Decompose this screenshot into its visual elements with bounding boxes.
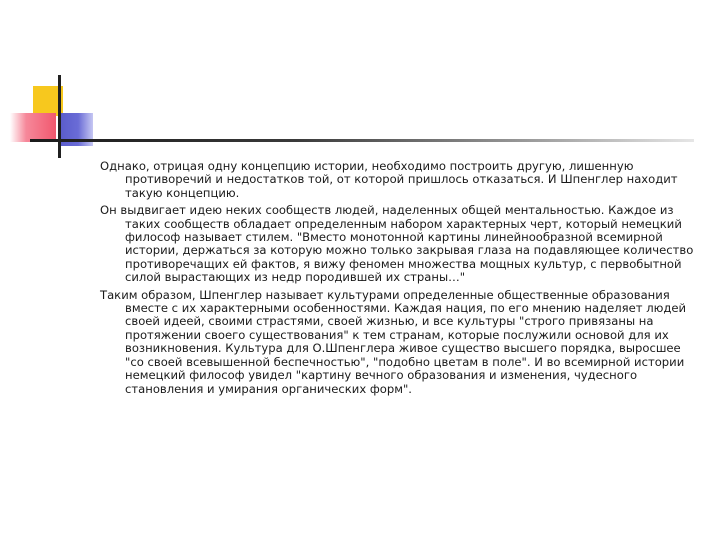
decorative-horizontal-rule xyxy=(30,139,694,142)
decorative-vertical-line xyxy=(58,75,61,158)
slide-body-text xyxy=(100,160,694,400)
paragraph-3: Таким образом, Шпенглер называет культурами определенные общественные образования вместе с их характерными особенностями. Каждая нация, по его мнению наделяет людей своей идеей, своими страстями, своей жизнью, и все культуры "строго привязаны на протяжении своего существования" к тем странам, которые послужили основой для их возникновения. Культура для О.Шпенглера живое существо высшего порядка, выросшее "со своей всевышенной беспечностью", "подобно цветам в поле". И во всемирной истории немецкий философ увидел "картину вечного образования и изменения, чудесного становления и умирания органических форм". xyxy=(100,287,687,396)
paragraph-2: Он выдвигает идею неких сообществ людей, наделенных общей ментальностью. Каждое из таких сообществ обладает определенным набором характерных черт, который немецкий философ называет стилем. "Вместо монотонной картины линейнообразной всемирной истории, держаться за которую можно только закрывая глаза на подавляющее количество противоречащих ей фактов, я вижу феномен множества мощных культур, с первобытной силой вырастающих из недр породившей их страны…" xyxy=(100,203,694,285)
paragraph-1: Однако, отрицая одну концепцию истории, необходимо построить другую, лишенную противоречий и недостатков той, от которой пришлось отказаться. И Шпенглер находит такую концепцию. xyxy=(100,159,678,200)
decorative-red-block xyxy=(10,113,56,142)
